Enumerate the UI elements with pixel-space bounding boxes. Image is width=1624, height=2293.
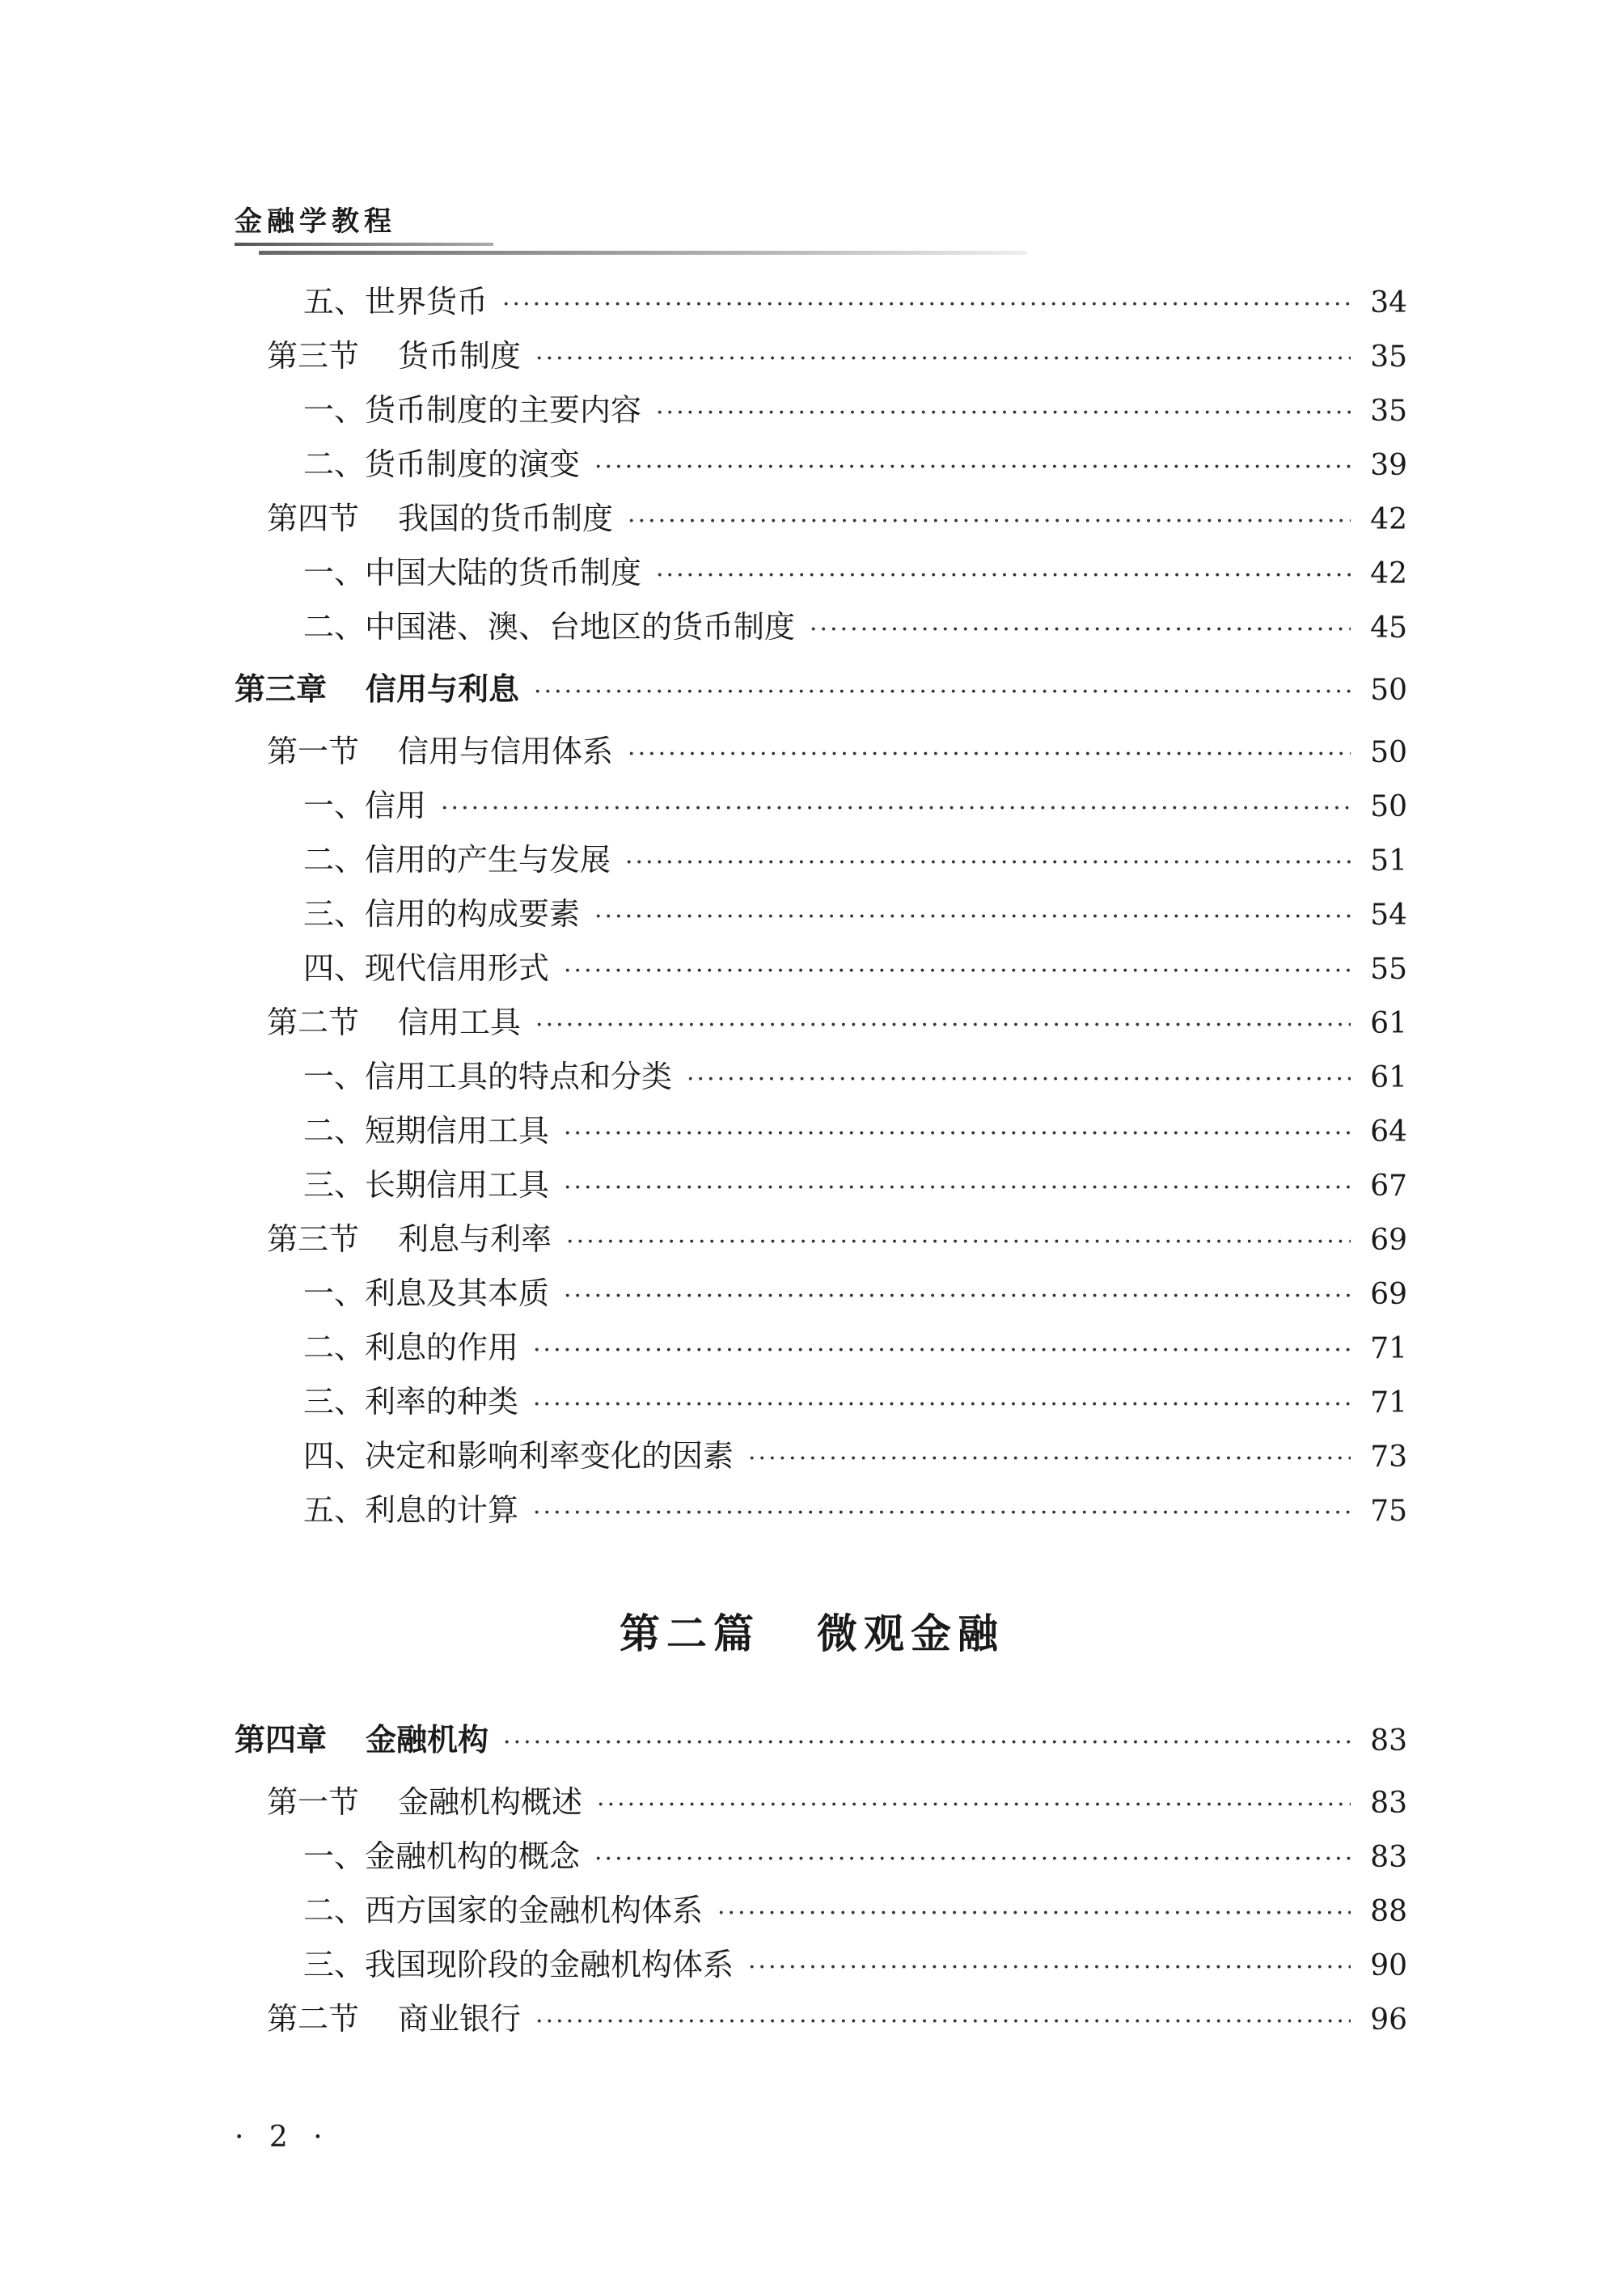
- header-rule-bottom: [259, 251, 1027, 255]
- toc-entry-item[interactable]: [235, 383, 1407, 438]
- toc-entry-page: 90: [1370, 1949, 1407, 1982]
- toc-entry-label: [267, 725, 628, 779]
- toc-entry-number: 第三节: [267, 1221, 360, 1257]
- toc-entry-label: [235, 662, 534, 717]
- toc-entry-label: [267, 329, 535, 383]
- toc-leader-dots: [533, 1486, 1351, 1540]
- toc-entry-item[interactable]: [235, 1050, 1407, 1104]
- toc-leader-dots: [564, 1269, 1351, 1323]
- header-rule-top: [235, 243, 493, 246]
- toc-entry-label: 一、信用: [303, 788, 427, 823]
- toc-entry-page: 39: [1370, 449, 1407, 482]
- toc-leader-dots: [656, 386, 1351, 440]
- toc-entry-page: 83: [1370, 1724, 1407, 1758]
- toc-entry-label: 三、我国现阶段的金融机构体系: [303, 1947, 734, 1982]
- toc-entry-item[interactable]: [235, 275, 1407, 329]
- toc-entry-title: 金融机构概述: [398, 1784, 583, 1820]
- toc-entry-page: 34: [1370, 286, 1407, 319]
- toc-leader-dots: [687, 1052, 1351, 1106]
- toc-entry-label: [267, 1212, 566, 1267]
- toc-entry-label: 二、货币制度的演变: [303, 446, 581, 482]
- toc-entry-item[interactable]: [235, 546, 1407, 600]
- toc-entry-page: 88: [1370, 1895, 1407, 1928]
- toc-entry-label: [267, 996, 535, 1050]
- toc-entry-page: 83: [1370, 1787, 1407, 1820]
- toc-entry-label: 三、利率的种类: [303, 1384, 519, 1419]
- toc-entry-label: 四、现代信用形式: [303, 950, 550, 986]
- toc-entry-label: [235, 1713, 503, 1767]
- part-name: 微观金融: [817, 1610, 1004, 1657]
- toc-entry-page: 69: [1370, 1224, 1407, 1257]
- toc-entry-page: 50: [1370, 790, 1407, 823]
- toc-entry-item[interactable]: [235, 1938, 1407, 1992]
- toc-leader-dots: [535, 998, 1351, 1052]
- toc-leader-dots: [717, 1886, 1351, 1940]
- toc-entry-label: [267, 1992, 535, 2046]
- toc-leader-dots: [535, 332, 1351, 386]
- toc-entry-item[interactable]: [235, 1267, 1407, 1321]
- toc-entry-item[interactable]: [235, 1375, 1407, 1429]
- toc-entry-sec[interactable]: [235, 1212, 1407, 1267]
- toc-entry-item[interactable]: [235, 1321, 1407, 1375]
- toc-entry-page: 35: [1370, 395, 1407, 428]
- toc-leader-dots: [533, 1323, 1351, 1377]
- toc-leader-dots: [533, 1377, 1351, 1432]
- toc-entry-label: [267, 492, 628, 546]
- toc-entry-title: 信用与利息: [366, 671, 520, 707]
- toc-entry-chapter[interactable]: [235, 1713, 1407, 1767]
- toc-entry-item[interactable]: [235, 1884, 1407, 1938]
- toc-entry-page: 71: [1370, 1386, 1407, 1419]
- toc-entry-item[interactable]: [235, 1483, 1407, 1538]
- toc-entry-number: 第四章: [235, 1722, 328, 1758]
- toc-entry-label: 一、利息及其本质: [303, 1276, 550, 1311]
- toc-entry-title: 商业银行: [398, 2001, 522, 2037]
- part-title: [0, 1601, 1624, 1660]
- toc-entry-page: 83: [1370, 1841, 1407, 1874]
- toc-entry-number: 第一节: [267, 1784, 360, 1820]
- toc-leader-dots: [503, 1716, 1351, 1770]
- toc-leader-dots: [594, 440, 1351, 494]
- toc-entry-page: 42: [1370, 503, 1407, 536]
- toc-leader-dots: [625, 836, 1351, 890]
- toc-entry-page: 96: [1370, 2003, 1407, 2037]
- toc-entry-label: 三、信用的构成要素: [303, 896, 581, 932]
- toc-entry-sec[interactable]: [235, 1775, 1407, 1830]
- toc-entry-title: 信用工具: [398, 1005, 522, 1040]
- toc-entry-title: 货币制度: [398, 338, 522, 374]
- toc-entry-number: 第二节: [267, 1005, 360, 1040]
- page-number: · 2 ·: [235, 2121, 331, 2154]
- running-head: 金融学教程: [235, 205, 396, 238]
- toc-entry-number: 第一节: [267, 734, 360, 769]
- toc-entry-label: 五、世界货币: [303, 284, 488, 319]
- toc-entry-page: 67: [1370, 1170, 1407, 1203]
- toc-entry-title: 信用与信用体系: [398, 734, 614, 769]
- toc-leader-dots: [748, 1940, 1351, 1995]
- toc-entry-item[interactable]: [235, 941, 1407, 996]
- toc-entry-label: 五、利息的计算: [303, 1492, 519, 1528]
- toc-entry-sec[interactable]: [235, 329, 1407, 383]
- toc-entry-item[interactable]: [235, 600, 1407, 654]
- toc-leader-dots: [628, 727, 1351, 781]
- header-rule: [235, 243, 1027, 256]
- toc-entry-page: 45: [1370, 611, 1407, 645]
- toc-entry-page: 50: [1370, 674, 1407, 707]
- toc-entry-item[interactable]: [235, 887, 1407, 941]
- toc-entry-label: [267, 1775, 597, 1830]
- toc-leader-dots: [597, 1778, 1351, 1832]
- toc-entry-sec[interactable]: [235, 996, 1407, 1050]
- toc-leader-dots: [564, 944, 1351, 998]
- toc-entry-chapter[interactable]: [235, 662, 1407, 717]
- toc-entry-label: 一、货币制度的主要内容: [303, 392, 642, 428]
- toc-entry-label: 三、长期信用工具: [303, 1167, 550, 1203]
- toc-entry-page: 73: [1370, 1441, 1407, 1474]
- toc-leader-dots: [594, 890, 1351, 944]
- toc-entry-page: 61: [1370, 1061, 1407, 1094]
- toc-entry-label: 一、金融机构的概念: [303, 1838, 581, 1874]
- toc-entry-page: 64: [1370, 1115, 1407, 1149]
- toc-entry-sec[interactable]: [235, 725, 1407, 779]
- toc-list-part2: [235, 1705, 1407, 2046]
- toc-leader-dots: [564, 1161, 1351, 1215]
- toc-entry-title: 我国的货币制度: [398, 501, 614, 536]
- toc-leader-dots: [564, 1106, 1351, 1161]
- toc-entry-page: 71: [1370, 1332, 1407, 1365]
- toc-entry-label: 二、西方国家的金融机构体系: [303, 1893, 704, 1928]
- toc-entry-label: 二、短期信用工具: [303, 1113, 550, 1149]
- toc-leader-dots: [534, 665, 1351, 719]
- toc-entry-number: 第二节: [267, 2001, 360, 2037]
- toc-entry-page: 42: [1370, 557, 1407, 590]
- toc-leader-dots: [441, 781, 1351, 836]
- toc-entry-label: 二、信用的产生与发展: [303, 842, 611, 878]
- toc-leader-dots: [566, 1215, 1351, 1269]
- toc-entry-page: 69: [1370, 1278, 1407, 1311]
- toc-entry-label: 一、中国大陆的货币制度: [303, 555, 642, 590]
- toc-entry-title: 金融机构: [366, 1722, 489, 1758]
- toc-entry-item[interactable]: [235, 1158, 1407, 1212]
- toc-list-part1: [235, 275, 1407, 1538]
- toc-entry-item[interactable]: [235, 1429, 1407, 1483]
- part-number: 第二篇: [620, 1610, 760, 1657]
- toc-entry-page: 75: [1370, 1495, 1407, 1528]
- toc-entry-number: 第三章: [235, 671, 328, 707]
- toc-entry-label: 二、利息的作用: [303, 1330, 519, 1365]
- toc-leader-dots: [810, 603, 1351, 657]
- toc-leader-dots: [656, 548, 1351, 603]
- toc-entry-page: 35: [1370, 341, 1407, 374]
- toc-entry-page: 55: [1370, 953, 1407, 986]
- toc-entry-title: 利息与利率: [398, 1221, 552, 1257]
- toc-leader-dots: [628, 494, 1351, 548]
- toc-entry-page: 61: [1370, 1007, 1407, 1040]
- toc-leader-dots: [748, 1432, 1351, 1486]
- toc-entry-sec[interactable]: [235, 492, 1407, 546]
- toc-entry-label: 一、信用工具的特点和分类: [303, 1059, 673, 1094]
- toc-leader-dots: [594, 1832, 1351, 1886]
- toc-entry-item[interactable]: [235, 833, 1407, 887]
- toc-entry-item[interactable]: [235, 438, 1407, 492]
- toc-leader-dots: [502, 277, 1351, 332]
- toc-entry-item[interactable]: [235, 779, 1407, 833]
- toc-entry-number: 第三节: [267, 338, 360, 374]
- toc-entry-item[interactable]: [235, 1104, 1407, 1158]
- toc-entry-label: 四、决定和影响利率变化的因素: [303, 1438, 734, 1474]
- toc-entry-page: 51: [1370, 844, 1407, 878]
- toc-entry-page: 50: [1370, 736, 1407, 769]
- toc-leader-dots: [535, 1995, 1351, 2049]
- toc-entry-label: 二、中国港、澳、台地区的货币制度: [303, 609, 796, 645]
- toc-entry-sec[interactable]: [235, 1992, 1407, 2046]
- toc-entry-number: 第四节: [267, 501, 360, 536]
- toc-entry-item[interactable]: [235, 1830, 1407, 1884]
- toc-entry-page: 54: [1370, 899, 1407, 932]
